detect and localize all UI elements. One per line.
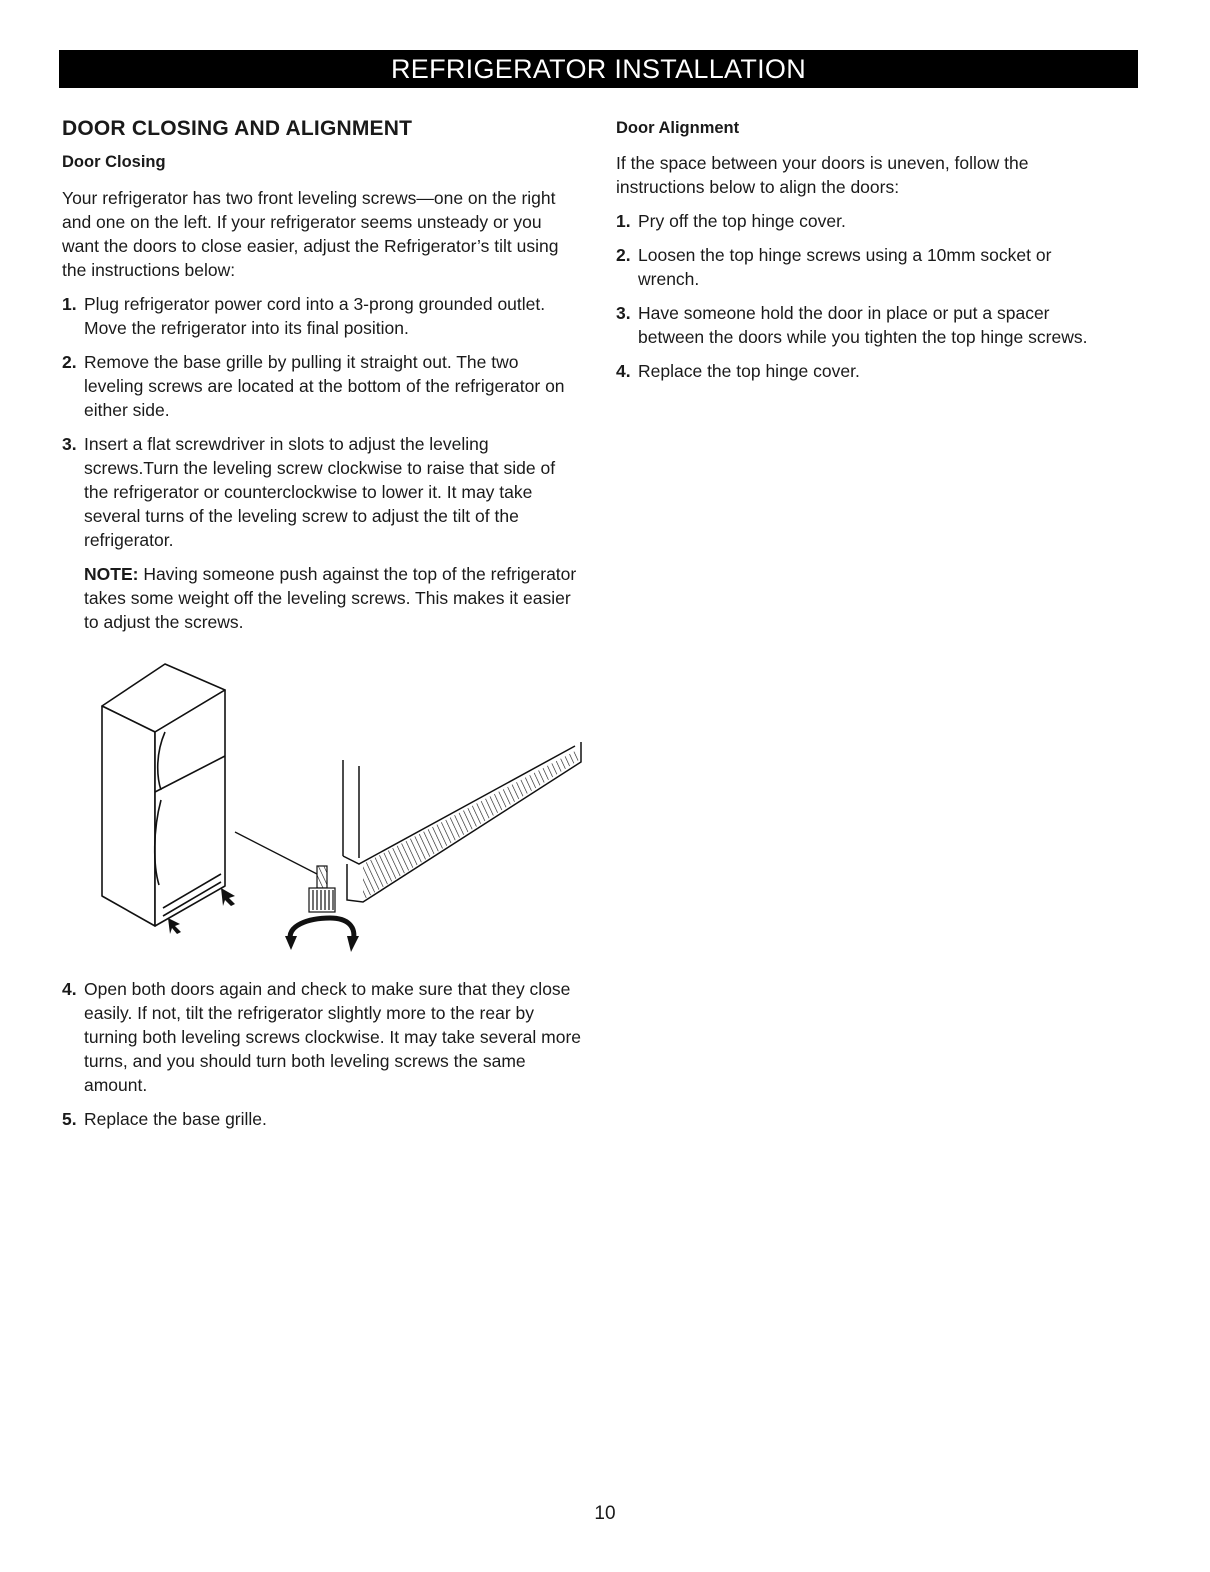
list-item (616, 301, 1116, 349)
door-closing-intro: Your refrigerator has two front leveling screws—one on the right and one on the left. If your refrigerator seems unsteady or you want the doors to close easier, adjust the Refrigerator’s tilt using the instructions below: (62, 188, 559, 280)
step-number: 1. (616, 211, 631, 231)
leveling-illustration (95, 660, 595, 965)
door-closing-heading: Door Closing (62, 153, 166, 171)
note-text: Having someone push against the top of the refrigerator takes some weight off the leveling screws. This makes it easier to adjust the screws. (84, 564, 577, 632)
step-text: Remove the base grille by pulling it straight out. The two leveling screws are located at the bottom of the refrigerator on either side. (84, 352, 565, 420)
step-number: 2. (62, 352, 77, 372)
list-item (62, 1107, 582, 1131)
step-number: 2. (616, 245, 631, 265)
list-item (616, 243, 1116, 291)
list-item (62, 977, 582, 1097)
door-alignment-steps (616, 209, 1116, 383)
door-closing-steps (62, 292, 582, 552)
note-label: NOTE: (84, 564, 139, 584)
step-number: 3. (62, 434, 77, 454)
banner-title: REFRIGERATOR INSTALLATION (390, 54, 807, 84)
left-column (62, 112, 582, 634)
step-number: 3. (616, 303, 631, 323)
step-text: Have someone hold the door in place or put a spacer between the doors while you tighten the top hinge screws. (638, 303, 1088, 347)
step-number: 5. (62, 1109, 77, 1129)
step-text: Plug refrigerator power cord into a 3-prong grounded outlet. Move the refrigerator into its final position. (84, 294, 546, 338)
step-text: Pry off the top hinge cover. (638, 211, 846, 231)
step-number: 1. (62, 294, 77, 314)
arrow-icon (168, 918, 181, 934)
list-item (616, 209, 1116, 233)
section-title: DOOR CLOSING AND ALIGNMENT (62, 117, 413, 140)
step-text: Loosen the top hinge screws using a 10mm socket or wrench. (638, 245, 1052, 289)
step-text: Replace the top hinge cover. (638, 361, 860, 381)
step-text: Open both doors again and check to make sure that they close easily. If not, tilt the refrigerator slightly more to the rear by turning both leveling screws clockwise. It may take several more turns, and you should turn both leveling screws the same amount. (84, 979, 582, 1095)
refrigerator-leveling-screw-illustration-icon (95, 660, 595, 965)
list-item (62, 292, 582, 340)
list-item (62, 432, 582, 552)
door-alignment-intro: If the space between your doors is uneven, follow the instructions below to align the doors: (616, 153, 1029, 197)
step-number: 4. (616, 361, 631, 381)
door-alignment-heading: Door Alignment (616, 119, 740, 137)
step-number: 4. (62, 979, 77, 999)
step-text: Replace the base grille. (84, 1109, 267, 1129)
page-number: 10 (594, 1503, 616, 1524)
note-paragraph (84, 562, 582, 634)
step-text: Insert a flat screwdriver in slots to adjust the leveling screws.Turn the leveling screw clockwise to raise that side of the refrigerator or counterclockwise to lower it. It may take several turns of the leveling screw to adjust the tilt of the refrigerator. (84, 434, 556, 550)
page-banner (59, 50, 1138, 88)
list-item (616, 359, 1116, 383)
right-column (616, 112, 1116, 393)
arrow-icon (221, 888, 235, 906)
door-closing-steps-continued (62, 977, 582, 1141)
list-item (62, 350, 582, 422)
